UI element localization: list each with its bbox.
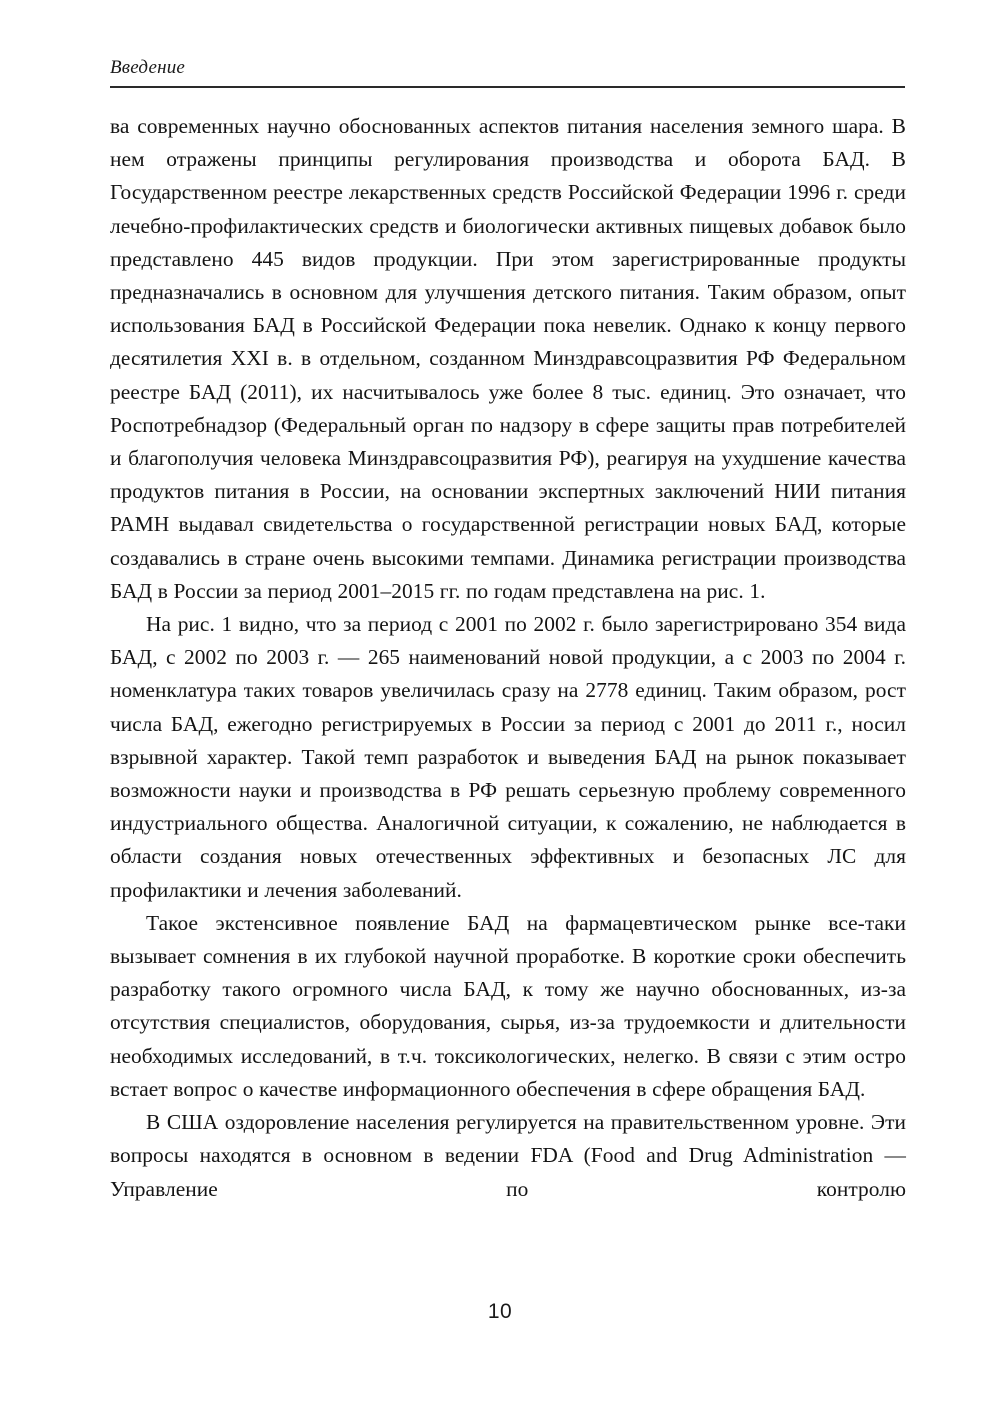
paragraph-1: ва современных научно обоснованных аспектов питания населения земного шара. В нем отражены принципы регулирования производства и оборота БАД. В Государственном реестре лекарственных средств Российской Федерации 1996 г. среди лечебно-профилактических средств и биологически активных пищевых добавок было представлено 445 видов продукции. При этом зарегистрированные продукты предназначались в основном для улучшения детского питания. Таким образом, опыт использования БАД в Российской Федерации пока невелик. Однако к концу первого десятилетия XXI в. в отдельном, созданном Минздравсоцразвития РФ Федеральном реестре БАД (2011), их насчитывалось уже более 8 тыс. единиц. Это означает, что Роспотребнадзор (Федеральный орган по надзору в сфере защиты прав потребителей и благополучия человека Минздравсоцразвития РФ), реагируя на ухудшение качества продуктов питания в России, на основании экспертных заключений НИИ питания РАМН выдавал свидетельства о государственной регистрации новых БАД, которые создавались в стране очень высокими темпами. Динамика регистрации производства БАД в России за период 2001–2015 гг. по годам представлена на рис. 1. bbox=[110, 114, 906, 603]
paragraph-4: В США оздоровление населения регулируется на правительственном уровне. Эти вопросы находятся в основном в ведении FDA (Food and Drug Administration — Управление по контролю bbox=[110, 1110, 906, 1201]
running-head bbox=[110, 58, 905, 88]
page-number: 10 bbox=[487, 1300, 513, 1323]
running-head-rule bbox=[110, 86, 905, 88]
paragraph-3: Такое экстенсивное появление БАД на фармацевтическом рынке все-таки вызывает сомнения в их глубокой научной проработке. В короткие сроки обеспечить разработку такого огромного числа БАД, к тому же научно обоснованных, из-за отсутствия специалистов, оборудования, сырья, из-за трудоемкости и длительности необходимых исследований, в т.ч. токсикологических, нелегко. В связи с этим остро встает вопрос о качестве информационного обеспечения в сфере обращения БАД. bbox=[110, 910, 906, 1101]
body-text-column bbox=[110, 110, 906, 1206]
running-head-title: Введение bbox=[110, 57, 186, 78]
paragraph-2: На рис. 1 видно, что за период с 2001 по 2002 г. было зарегистрировано 354 вида БАД, с 2002 по 2003 г. — 265 наименований новой продукции, а с 2003 по 2004 г. номенклатура таких товаров увеличилась сразу на 2778 единиц. Таким образом, рост числа БАД, ежегодно регистрируемых в России за период с 2001 до 2011 г., носил взрывной характер. Такой темп разработок и выведения БАД на рынок показывает возможности науки и производства в РФ решать серьезную проблему современного индустриального общества. Аналогичной ситуации, к сожалению, не наблюдается в области создания новых отечественных эффективных и безопасных ЛС для профилактики и лечения заболеваний. bbox=[110, 612, 906, 902]
